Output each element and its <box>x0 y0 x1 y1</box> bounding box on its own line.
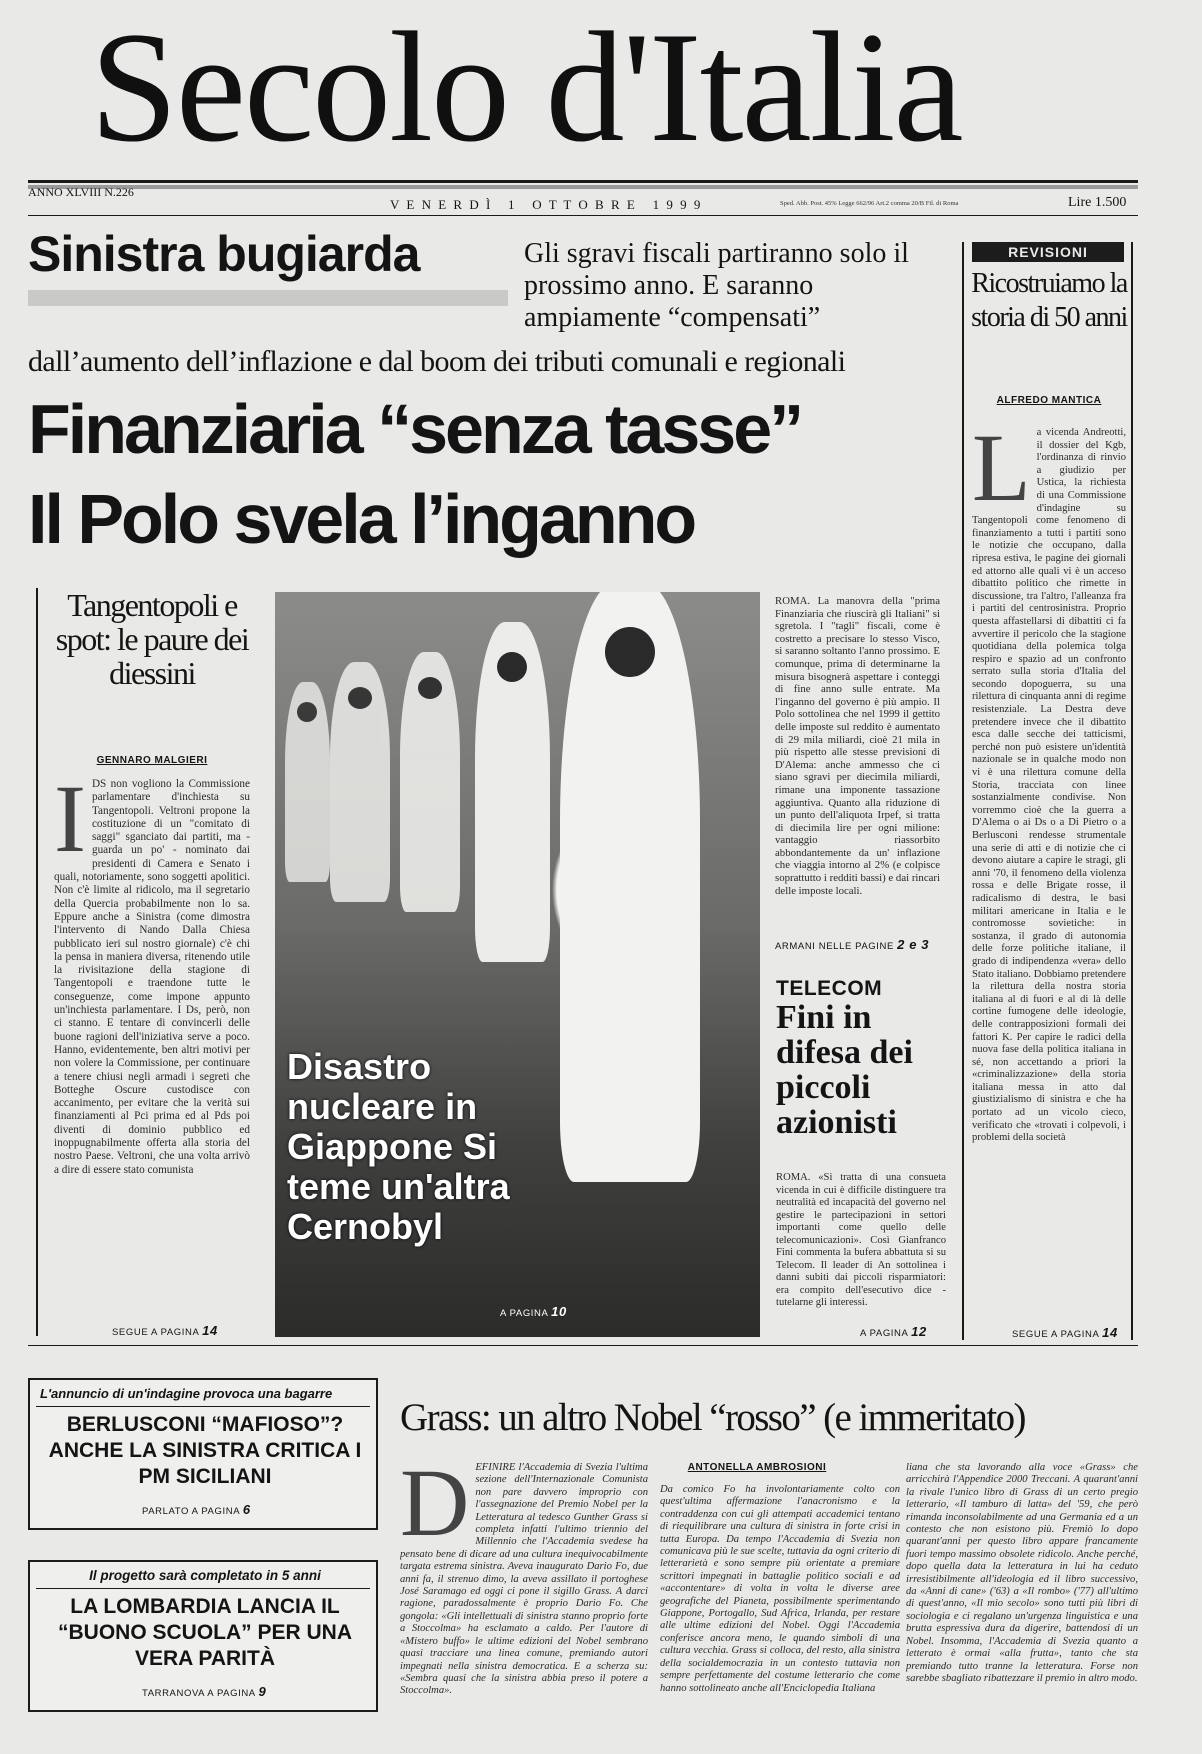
right-column-kicker: REVISIONI <box>972 242 1124 262</box>
box-lombardia-ref-page: 9 <box>258 1684 267 1699</box>
left-column-text: DS non vogliono la Commissione parlamentare d'inchiesta su Tangentopoli. Veltroni propone la costituzione di un "comitato di saggi" sganciato dai partiti, ma - guarda un po' - nominato dai presidenti di Camera e Senato i quali, notoriamente, sono soggetti apolitici. Non c'è limite al ridicolo, ma il segretario della Quercia probabilmente non lo sa. Eppure anche a Sinistra (come dimostra l'intervento di Nando Dalla Chiesa pubblicato ieri sul nostro giornale) c'è chi la pensa in maniera diversa, ritenendo utile la rivisitazione della stagione di Tangentopoli e traendone tutte le conseguenze, come impone appunto un'inchiesta parlamentare. I Ds, però, non ci stanno. E tentare di convincerli delle buone ragioni dell'iniziativa serve a poco. Hanno, evidentemente, ben altri motivi per non volere la Commissione, per continuare a tenere chiusi negli armadi i segreti che Botteghe Oscure custodisce con accanimento, per evitare che la verità sui finanziamenti al Pci prima ed al Pds poi diventi di dominio pubblico ed inoppugnabilmente offerta alla storia del nostro Paese. Veltroni, che una volta arrivò a dire di essere stato comunista <box>54 778 250 1176</box>
photo-ref-page: 10 <box>551 1304 567 1319</box>
right-column-dropcap: L <box>972 427 1031 521</box>
lead-body: ROMA. La manovra della "prima Finanziaria che riuscirà gli Italiani" si sgretola. I "tagli" fiscali, come è costretto a precisare lo stesso Visco, si saranno soltanto l'anno prossimo. E comunque, prima di determinarne la misura bisognerà aspettare i conteggi di fine anno sulle entrate. Ma l'inganno del governo è più ampio. Il Polo sottolinea che nel 1999 il gettito delle imposte sul reddito è aumentato di 29 mila miliardi, cioè 21 mila in più rispetto alle stesse previsioni di D'Alema: anche ammesso che ci siano sgravi per diecimila miliardi, rimane una imponente tassazione aggiuntiva. Quanto alla riduzione di un punto dell'aliquota Irpef, si tratta di diecimila lire per ogni milione: vantaggio riassorbito abbondantemente da un' inflazione che viaggia intorno al 2% (e colpisce soprattutto i redditi bassi) e dai rincari delle imposte locali. <box>775 595 940 897</box>
telecom-ref-label: A PAGINA <box>860 1328 908 1339</box>
right-column-author: ALFREDO MANTICA <box>996 395 1102 406</box>
issue-date: V E N E R D Ì 1 O T T O B R E 1 9 9 9 <box>390 197 703 212</box>
box-lombardia <box>28 1560 378 1712</box>
grass-headline: Grass: un altro Nobel “rosso” (e immeritato) <box>400 1396 1025 1439</box>
kicker-underline <box>28 290 508 306</box>
photo-figure-1 <box>285 682 330 882</box>
grass-dropcap: D <box>400 1462 470 1556</box>
box-berlusconi <box>28 1378 378 1530</box>
lead-headline-1: Finanziaria “senza tasse” <box>28 390 802 468</box>
masthead-rule-grey <box>28 185 1138 189</box>
photo-figure-4 <box>475 622 550 962</box>
lead-headline-2: Il Polo svela l’inganno <box>28 480 695 558</box>
photo-ref-label: A PAGINA <box>500 1308 548 1319</box>
price: Lire 1.500 <box>1068 195 1127 210</box>
right-column-body <box>972 427 1126 1302</box>
box-berlusconi-kicker: L'annuncio di un'indagine provoca una bagarre <box>40 1386 333 1401</box>
box-lombardia-rule <box>36 1588 370 1589</box>
right-continue-page: 14 <box>1102 1325 1118 1340</box>
box-lombardia-ref[interactable] <box>142 1684 266 1699</box>
box-lombardia-kicker: Il progetto sarà completato in 5 anni <box>89 1568 321 1583</box>
left-column-title: Tangentopoli e spot: le paure dei diessini <box>55 587 249 691</box>
lead-summary-bottom: dall’aumento dell’inflazione e dal boom dei tributi comunali e regionali <box>28 345 846 378</box>
date-rule <box>28 215 1138 216</box>
photo-ref[interactable] <box>500 1304 567 1319</box>
grass-col-1-text: EFINIRE l'Accademia di Svezia l'ultima sezione dell'Internazionale Comunista non pare davvero improprio con l'assegnazione del Premio Nobel per la Letteratura al tedesco Gunther Grass si completa infatti l'ultimo triennio del Millennio che l'Accademia svedese ha pensato bene di dicare ad una cultura inequivocabilmente targata estrema sinistra. Aveva inaugurato Dario Fo, due anni fa, il strenuo dimo, la aveva assillato il portoghese José Saramago ed oggi ci pone il sigillo Grass. A darci ragione, paradossalmente è proprio Dario Fo. Che gongola: «Gli intellettuali di sinistra stanno proprio forte a Stoccolma» ha esclamato a caldo. Per l'autore di «Mistero buffo» le ultime edizioni del Nobel sembrano quasi tracciare una linea comune, premiando autori impegnati nella sinistra democratica. E a scherza su: «Sembra quasi che la sinistra abbia preso il potere a Stoccolma». <box>400 1462 648 1697</box>
right-column-text: a vicenda Andreotti, il dossier del Kgb, l'ordinanza di rinvio a giudizio per Ustica, la richiesta di una Commissione d'indagine su Tangentopoli come fenomeno di finanziamento a tutti i partiti sono le notizie che occupano, dalla ripresa estiva, le pagine dei giornali ed attorno alle quali vi è un acceso dibattito politico che rimette in discussione, tra l'altro, l'alleanza fra i partiti del centrosinistra. Proprio questa affastellarsi di dibattiti ci fa avvertire il pericolo che la stagione quotidiana della polemica tolga respiro e spazio ad un confronto serrato sulla storia d'Italia del secondo dopoguerra, su una rilettura di cinquanta anni di regime resistenziale. La Destra deve pretendere invece che il dibattito esca dalle secche dei tatticismi, perché non può esistere un'identità nazionale se in qualche modo non vi è una rilettura comune della Storia, tracciata con linee sostanzialmente condivise. Non vorremmo cioè che la guerra a D'Alema o ai Ds o a Di Pietro o a Berlusconi rendesse strumentale una serie di atti e di notizie che ci devono aiutare a capire le stragi, gli anni '70, il fenomeno della violenza rossa e delle Brigate rosse, il radicalismo di destra, le basi militari americane in Italia e le contromosse sovietiche: in sostanza, il grado di autonomia delle forze politiche italiane, il grado di indipendenza «vera» dello Stato italiano. Dobbiamo pretendere la rilettura della nostra storia italiana al di fuori e al di là delle cortine fumogene delle ideologie, delle contrapposizioni formali dei fattori K. Per capire le radici della nuova fase della politica italiana in sé, non accettando a priori la «criminalizzazione» della storia italiana messa in atto dal giustizialismo di sinistra e che ha portato ad un vicolo cieco, verificato che «trovati i colpevoli, i problemi della società <box>972 427 1126 1144</box>
left-column-dropcap: I <box>54 778 86 872</box>
right-column-rule-right <box>1131 242 1133 1340</box>
left-column-body <box>54 778 250 1303</box>
box-lombardia-ref-label: TARRANOVA A PAGINA <box>142 1688 256 1699</box>
left-column-rule <box>36 588 38 1336</box>
lead-summary-top: Gli sgravi fiscali partiranno solo il prossimo anno. E saranno ampiamente “compensati” <box>524 238 909 333</box>
postal-info: Sped. Abb. Post. 45% Legge 662/96 Art.2 comma 20/B Fil. di Roma <box>780 200 959 207</box>
right-column <box>968 242 1133 1340</box>
photo-figure-3 <box>400 652 460 912</box>
fold-rule <box>28 1345 1138 1346</box>
photo-headline: Disastro nucleare in Giappone Si teme un'altra Cernobyl <box>287 1046 510 1247</box>
grass-author: ANTONELLA AMBROSIONI <box>687 1462 827 1473</box>
telecom-ref[interactable] <box>860 1324 927 1339</box>
telecom-body: ROMA. «Si tratta di una consueta vicenda in cui è difficile distinguere tra neutralità ed incapacità del governo nel gestire le partecipazioni in settori importanti come quello delle telecomunicazioni». Così Gianfranco Fini commenta la bufera abbattuta si su Telecom. Il leader di An sottolinea i danni subiti dai piccoli risparmiatori: era compito dell'esecutivo dice - tutelarne gli interessi. <box>776 1172 946 1308</box>
hazmat-photo <box>275 592 760 1337</box>
lead-ref-pages: 2 e 3 <box>897 937 930 952</box>
masthead-title: Secolo d'Italia <box>90 0 962 175</box>
masthead-rule-top <box>28 180 1138 183</box>
left-column-continue[interactable] <box>112 1323 218 1338</box>
telecom-ref-page: 12 <box>911 1324 927 1339</box>
grass-col-1 <box>400 1462 648 1727</box>
photo-figure-2 <box>330 662 390 902</box>
photo-figure-5 <box>560 592 700 1182</box>
right-column-title: Ricostruiamo la storia di 50 anni <box>971 268 1127 333</box>
right-continue-label: SEGUE A PAGINA <box>1012 1329 1099 1340</box>
lead-ref[interactable] <box>775 937 929 952</box>
box-berlusconi-ref-label: PARLATO A PAGINA <box>142 1506 240 1517</box>
left-continue-page: 14 <box>202 1323 218 1338</box>
box-berlusconi-headline: BERLUSCONI “MAFIOSO”? ANCHE LA SINISTRA CRITICA I PM SICILIANI <box>48 1413 362 1488</box>
box-berlusconi-ref-page: 6 <box>242 1502 251 1517</box>
lead-kicker: Sinistra bugiarda <box>28 226 420 282</box>
left-continue-label: SEGUE A PAGINA <box>112 1327 199 1338</box>
left-column <box>42 588 258 1336</box>
telecom-kicker: TELECOM <box>776 977 883 1000</box>
right-column-rule-left <box>962 242 964 1340</box>
right-column-continue[interactable] <box>1012 1325 1118 1340</box>
grass-col-3: liana che sta lavorando alla voce «Grass» che arricchirà l'Appendice 2000 Treccani. A quarant'anni la rivale l'unico libro di Grass di un certo pregio letterario, «Il tamburo di latta» del '59, che però rimanda inconsolabilmente ad una Germania ed a un contesto che non esistono più. Fremiò lo dopo quarant'anni per questo libro appare francamente fuori tempo massimo obsolete ridicolo. Anche perché, dopo quella data la letteratura in lui ha ceduto irresistibilmente all'ideologia ed il libro successivo, da «Anni di cane» ('63) a «Il rombo» ('77) all'ultimo di quest'anno, «Il mio secolo» sono tutti più libri di sociologia e ci regalano un'urgenza linguistica e una brutta espressiva dura da digerire, battendosi di un Nobel. Insomma, l'Accademia di Svezia quanto a letterato è ormai «alla frutta», tanto che sta premiando tutto tranne la letteratura. Forse non sarebbe sbagliato ribattezzare il premio in altro modo. <box>906 1462 1138 1684</box>
issue-number: ANNO XLVIII N.226 <box>28 185 134 199</box>
box-berlusconi-ref[interactable] <box>142 1502 251 1517</box>
telecom-headline: Fini in difesa dei piccoli azionisti <box>776 999 913 1141</box>
grass-col-2: Da comico Fo ha involontariamente colto con quest'ultima affermazione l'anacronismo e la contraddenza con cui gli attempati accademici tentano di riequilibrare una cultura di sinistra in forte crisi in tutta Europa. Da tempo l'Accademia di Svezia non comunicava più le sue scelte, tuttavia da ogni criterio di letterarietà e sono sempre più orientate a premiare scrittori impegnati in battaglie politico sociali e ad «accontentare» di volta in volta le diverse aree geografiche del Pianeta, possibilmente sperimentando Giappone, Portogallo, Sud Africa, Irlanda, per restare alle ultime edizioni del Nobel. Oggi l'Accademia conferisce ancora meno, le quando simboli di una cultura vecchia. Grass si colloca, del resto, alla sinistra della socialdemocrazia in un contesto tuttavia non sempre perfettamente del costume letterario che come hanno sottolineato anche all'Enciclopedia Italiana <box>660 1484 900 1694</box>
box-lombardia-headline: LA LOMBARDIA LANCIA IL “BUONO SCUOLA” PER UNA VERA PARITÀ <box>57 1595 352 1670</box>
lead-ref-label: ARMANI NELLE PAGINE <box>775 941 894 952</box>
box-berlusconi-rule <box>36 1406 370 1407</box>
left-column-author: GENNARO MALGIERI <box>96 755 208 766</box>
